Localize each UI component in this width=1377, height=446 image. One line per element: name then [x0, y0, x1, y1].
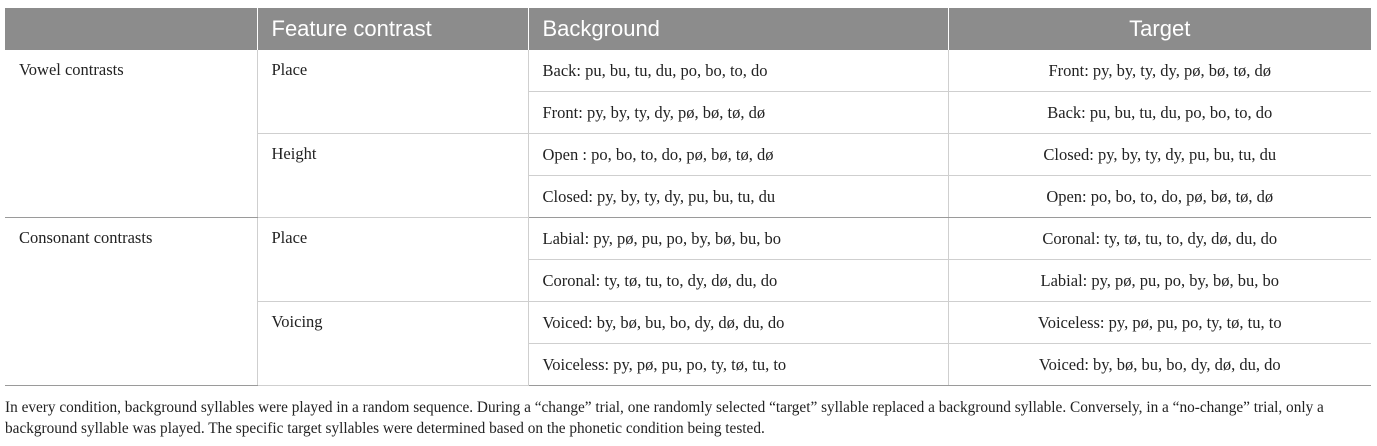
group-label-vowel: Vowel contrasts [5, 50, 257, 218]
background-cell: Voiceless: py, pø, pu, po, ty, tø, tu, to [528, 344, 948, 386]
background-cell: Coronal: ty, tø, tu, to, dy, dø, du, do [528, 260, 948, 302]
table-footnote: In every condition, background syllables were played in a random sequence. During a “change” trial, one randomly selected “target” syllable replaced a background syllable. Conversely, in a “no-change” trial, only a background syllable was played. The specific target syllables were determined based on the phonetic condition being tested. [5, 399, 1324, 437]
target-cell: Front: py, by, ty, dy, pø, bø, tø, dø [948, 50, 1371, 92]
header-row [5, 8, 1371, 50]
target-cell: Coronal: ty, tø, tu, to, dy, dø, du, do [948, 218, 1371, 260]
target-cell: Voiceless: py, pø, pu, po, ty, tø, tu, to [948, 302, 1371, 344]
header-feature-contrast: Feature contrast [257, 8, 528, 50]
target-cell: Open: po, bo, to, do, pø, bø, tø, dø [948, 176, 1371, 218]
table-container [5, 8, 1371, 386]
target-cell: Closed: py, by, ty, dy, pu, bu, tu, du [948, 134, 1371, 176]
target-cell: Back: pu, bu, tu, du, po, bo, to, do [948, 92, 1371, 134]
background-cell: Closed: py, by, ty, dy, pu, bu, tu, du [528, 176, 948, 218]
feature-label: Place [257, 50, 528, 134]
background-cell: Labial: py, pø, pu, po, by, bø, bu, bo [528, 218, 948, 260]
feature-label: Height [257, 134, 528, 218]
background-cell: Open : po, bo, to, do, pø, bø, tø, dø [528, 134, 948, 176]
background-cell: Back: pu, bu, tu, du, po, bo, to, do [528, 50, 948, 92]
table-row [5, 50, 1371, 92]
header-blank [5, 8, 257, 50]
header-target: Target [948, 8, 1371, 50]
contrast-table [5, 8, 1371, 386]
target-cell: Voiced: by, bø, bu, bo, dy, dø, du, do [948, 344, 1371, 386]
background-cell: Front: py, by, ty, dy, pø, bø, tø, dø [528, 92, 948, 134]
feature-label: Place [257, 218, 528, 302]
feature-label: Voicing [257, 302, 528, 386]
group-label-consonant: Consonant contrasts [5, 218, 257, 386]
target-cell: Labial: py, pø, pu, po, by, bø, bu, bo [948, 260, 1371, 302]
background-cell: Voiced: by, bø, bu, bo, dy, dø, du, do [528, 302, 948, 344]
header-background: Background [528, 8, 948, 50]
table-row [5, 218, 1371, 260]
